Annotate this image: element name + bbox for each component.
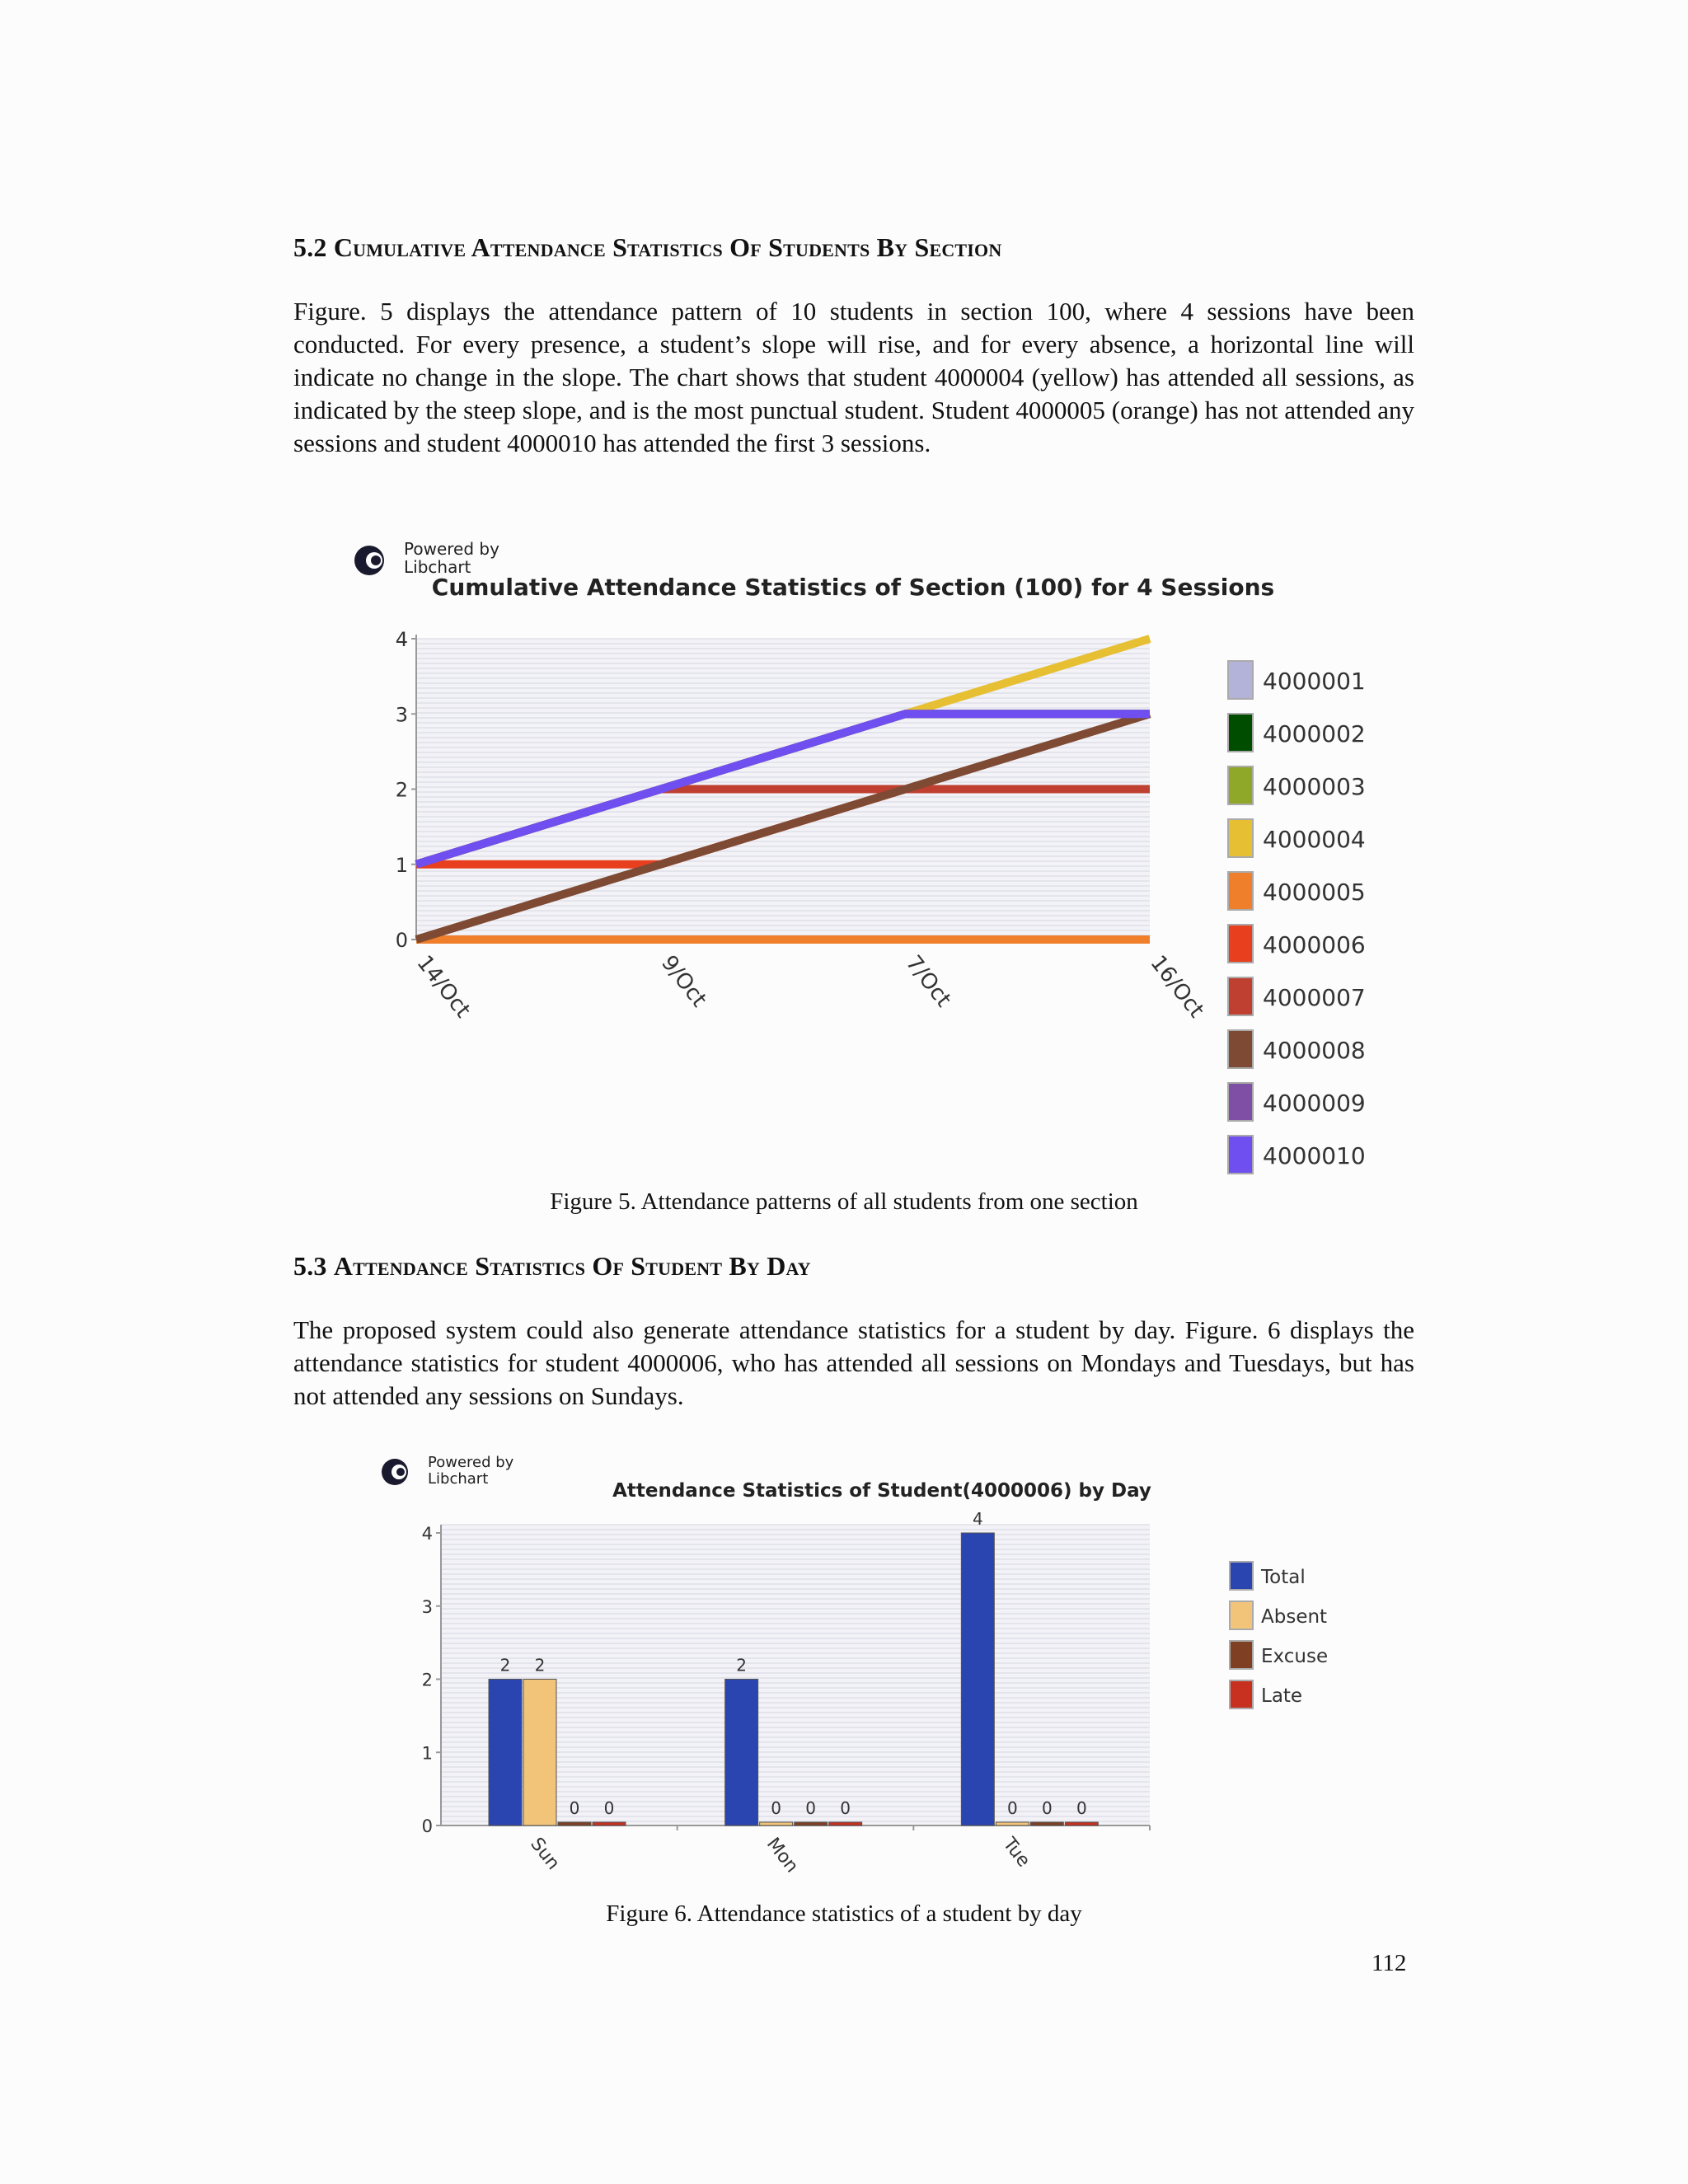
- y-tick-label: 2: [395, 778, 408, 802]
- y-tick-label: 1: [421, 1743, 433, 1764]
- bar-late-mon: [829, 1822, 862, 1825]
- legend-label: 4000010: [1263, 1142, 1366, 1169]
- bar-value-label: 0: [805, 1798, 817, 1818]
- legend-swatch: [1230, 1562, 1253, 1590]
- bar-value-label: 0: [569, 1798, 580, 1818]
- figure-6-caption: Figure 6. Attendance statistics of a student by day: [606, 1900, 1082, 1927]
- y-tick-label: 4: [395, 628, 408, 651]
- libchart-logo: [382, 1454, 514, 1488]
- section-5-2-number: 5.2: [293, 232, 327, 262]
- page-number: 112: [1372, 1950, 1407, 1976]
- legend-swatch: [1230, 1641, 1253, 1669]
- bar-late-sun: [593, 1822, 626, 1825]
- legend-label: Total: [1261, 1567, 1306, 1588]
- legend-label: 4000007: [1263, 984, 1366, 1011]
- section-5-2-title: Cumulative Attendance Statistics Of Students By Section: [333, 232, 1002, 262]
- bar-value-label: 0: [1006, 1798, 1018, 1818]
- bar-total-tue: [961, 1533, 994, 1825]
- section-5-3-number: 5.3: [293, 1251, 327, 1281]
- y-tick-label: 3: [421, 1596, 433, 1617]
- legend-swatch: [1228, 661, 1253, 699]
- chart-title: Attendance Statistics of Student(4000006) by Day: [612, 1480, 1151, 1502]
- logo-text: Powered by Libchart: [428, 1454, 514, 1488]
- bar-value-label: 2: [736, 1655, 748, 1675]
- legend-label: Late: [1261, 1685, 1303, 1707]
- legend-swatch: [1230, 1601, 1253, 1629]
- figure-5-caption: Figure 5. Attendance patterns of all students from one section: [550, 1188, 1138, 1215]
- bar-excuse-sun: [558, 1822, 591, 1825]
- legend-swatch: [1228, 819, 1253, 857]
- y-tick-label: 4: [421, 1524, 433, 1544]
- section-5-2-heading: [293, 232, 1001, 263]
- legend-swatch: [1228, 1136, 1253, 1174]
- section-5-3-title: Attendance Statistics Of Student By Day: [333, 1251, 811, 1281]
- legend-swatch: [1228, 977, 1253, 1015]
- section-5-2-paragraph: Figure. 5 displays the attendance pattern of 10 students in section 100, where 4 sessions have been conducted. For every presence, a student’s slope will rise, and for every absence, a horizontal line will indicate no change in the slope. The chart shows that student 4000004 (yellow) has attended all sessions, as indicated by the steep slope, and is the most punctual student. Student 4000005 (orange) has not attended any sessions and student 4000010 has attended the first 3 sessions.: [293, 297, 1414, 457]
- bar-excuse-mon: [795, 1822, 828, 1825]
- legend-swatch: [1228, 1030, 1253, 1068]
- chart-title: Cumulative Attendance Statistics of Section (100) for 4 Sessions: [431, 574, 1275, 601]
- x-tick-label: 16/Oct: [1145, 950, 1209, 1023]
- legend-label: 4000009: [1263, 1090, 1366, 1117]
- legend-swatch: [1228, 714, 1253, 752]
- section-5-3-paragraph: The proposed system could also generate attendance statistics for a student by day. Figure. 6 displays the attendance statistics for student 4000006, who has attended all sessions on Mondays and Tuesdays, but has not attended any sessions on Sundays.: [293, 1315, 1414, 1410]
- bar-value-label: 0: [603, 1798, 615, 1818]
- y-tick-label: 0: [395, 929, 408, 952]
- bar-value-label: 0: [1076, 1798, 1087, 1818]
- bar-total-sun: [489, 1680, 522, 1826]
- legend-label: 4000004: [1263, 826, 1366, 853]
- logo-text: Powered by Libchart: [404, 539, 499, 577]
- bar-absent-tue: [996, 1822, 1029, 1825]
- bar-excuse-tue: [1030, 1822, 1063, 1825]
- legend-swatch: [1228, 1083, 1253, 1121]
- legend-label: 4000006: [1263, 931, 1366, 958]
- x-tick-label: Mon: [762, 1834, 803, 1877]
- x-tick-label: 14/Oct: [411, 950, 476, 1023]
- legend-label: 4000001: [1263, 668, 1366, 695]
- legend-swatch: [1228, 766, 1253, 804]
- y-tick-label: 3: [395, 703, 408, 727]
- bar-value-label: 0: [771, 1798, 782, 1818]
- legend-label: 4000005: [1263, 879, 1366, 906]
- legend-label: 4000008: [1263, 1037, 1366, 1064]
- legend-swatch: [1228, 925, 1253, 963]
- attendance-bar-chart: [375, 1442, 1364, 1887]
- y-tick-label: 2: [421, 1670, 433, 1690]
- legend-label: 4000002: [1263, 720, 1366, 748]
- bar-value-label: 4: [972, 1509, 983, 1529]
- legend-label: Excuse: [1261, 1646, 1329, 1667]
- y-tick-label: 1: [395, 853, 408, 877]
- legend-swatch: [1230, 1680, 1253, 1708]
- bar-late-tue: [1065, 1822, 1098, 1825]
- bar-absent-mon: [760, 1822, 793, 1825]
- legend-label: Absent: [1261, 1606, 1328, 1628]
- bar-value-label: 0: [840, 1798, 851, 1818]
- bar-value-label: 2: [499, 1655, 511, 1675]
- bar-absent-sun: [523, 1680, 556, 1826]
- bar-value-label: 2: [534, 1655, 546, 1675]
- x-tick-label: Tue: [998, 1834, 1034, 1872]
- section-5-3-heading: [293, 1251, 811, 1282]
- x-tick-label: 9/Oct: [656, 950, 712, 1012]
- attendance-line-chart: [346, 527, 1385, 1187]
- y-tick-label: 0: [421, 1816, 433, 1836]
- legend-swatch: [1228, 872, 1253, 910]
- bar-value-label: 0: [1041, 1798, 1053, 1818]
- x-tick-label: 7/Oct: [900, 950, 956, 1012]
- legend-label: 4000003: [1263, 773, 1366, 800]
- bar-total-mon: [725, 1680, 758, 1826]
- x-tick-label: Sun: [526, 1834, 564, 1874]
- libchart-logo: [354, 539, 499, 577]
